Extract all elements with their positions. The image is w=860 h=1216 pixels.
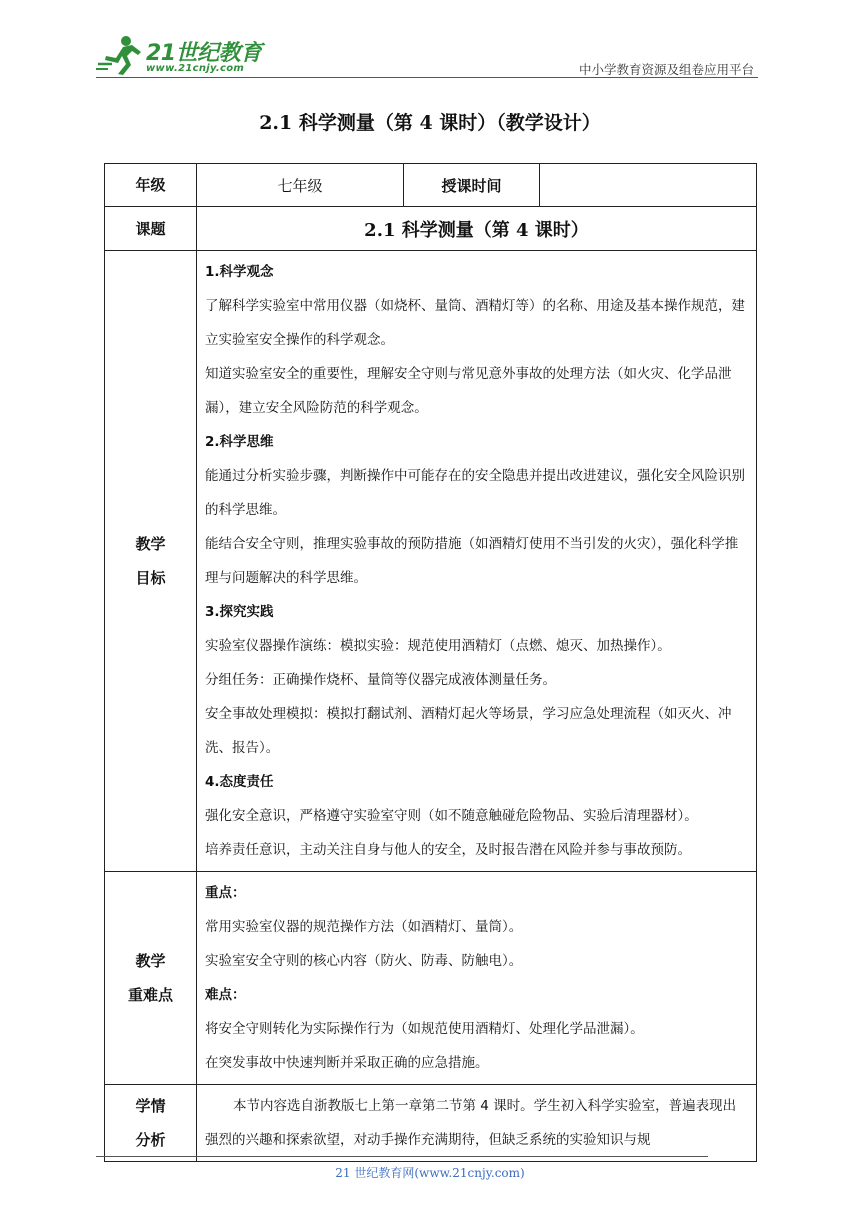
goals-label-line1: 教学: [135, 535, 166, 553]
logo: [96, 34, 266, 76]
analysis-label: [105, 1085, 197, 1162]
analysis-row: [105, 1085, 757, 1162]
goal-paragraph: 能结合安全守则，推理实验事故的预防措施（如酒精灯使用不当引发的火灾），强化科学推理与问题解决的科学思维。: [205, 536, 739, 586]
keypoints-label-line2: 重难点: [127, 986, 173, 1004]
page-title: 2.1 科学测量（第 4 课时）（教学设计）: [259, 112, 601, 134]
goals-row: [105, 251, 757, 872]
goal-paragraph: 了解科学实验室中常用仪器（如烧杯、量筒、酒精灯等）的名称、用途及基本操作规范，建立实验室安全操作的科学观念。: [205, 298, 745, 348]
platform-name: 中小学教育资源及组卷应用平台: [578, 62, 754, 77]
grade-label: 年级: [105, 164, 197, 207]
keypoints-content: [197, 872, 757, 1085]
keypoints-label: [105, 872, 197, 1085]
time-value: [540, 164, 757, 207]
keypoint-heading: 难点：: [205, 987, 246, 1003]
goal-paragraph: 安全事故处理模拟：模拟打翻试剂、酒精灯起火等场景，学习应急处理流程（如灭火、冲洗、报告）。: [205, 706, 732, 756]
keypoint-paragraph: 常用实验室仪器的规范操作方法（如酒精灯、量筒）。: [205, 919, 523, 935]
keypoint-paragraph: 在突发事故中快速判断并采取正确的应急措施。: [205, 1055, 489, 1071]
goals-content: [197, 251, 757, 872]
goal-paragraph: 强化安全意识，严格遵守实验室守则（如不随意触碰危险物品、实验后清理器材）。: [205, 808, 698, 824]
goal-heading: 4.态度责任: [205, 774, 274, 790]
logo-url: www.21cnjy.com: [146, 63, 245, 74]
topic-row: [105, 207, 757, 251]
grade-row: [105, 164, 757, 207]
goal-heading: 3.探究实践: [205, 604, 274, 620]
header-divider: [96, 77, 758, 78]
logo-text: 21世纪教育: [146, 41, 262, 66]
goal-paragraph: 能通过分析实验步骤，判断操作中可能存在的安全隐患并提出改进建议，强化安全风险识别的科学思维。: [205, 468, 745, 518]
keypoint-paragraph: 将安全守则转化为实际操作行为（如规范使用酒精灯、处理化学品泄漏）。: [205, 1021, 644, 1037]
goal-heading: 2.科学思维: [205, 434, 274, 450]
time-label: 授课时间: [404, 164, 540, 207]
keypoints-label-line1: 教学: [135, 952, 166, 970]
goal-heading: 1.科学观念: [205, 264, 274, 280]
runner-logo-icon: [96, 34, 144, 76]
goal-paragraph: 实验室仪器操作演练：模拟实验：规范使用酒精灯（点燃、熄灭、加热操作）。: [205, 638, 671, 654]
goal-paragraph: 培养责任意识，主动关注自身与他人的安全，及时报告潜在风险并参与事故预防。: [205, 842, 691, 858]
keypoint-paragraph: 实验室安全守则的核心内容（防火、防毒、防触电）。: [205, 953, 523, 969]
goal-paragraph: 分组任务：正确操作烧杯、量筒等仪器完成液体测量任务。: [205, 672, 556, 688]
topic-label: 课题: [105, 207, 197, 251]
keypoints-row: [105, 872, 757, 1085]
grade-value: 七年级: [197, 164, 404, 207]
page-header: [96, 30, 758, 80]
goal-paragraph: 知道实验室安全的重要性，理解安全守则与常见意外事故的处理方法（如火灾、化学品泄漏），建立安全风险防范的科学观念。: [205, 366, 732, 416]
footer-divider: [96, 1156, 708, 1157]
analysis-label-line2: 分析: [135, 1131, 166, 1149]
footer-text: 21 世纪教育网(www.21cnjy.com): [335, 1166, 525, 1180]
topic-value: 2.1 科学测量（第 4 课时）: [197, 207, 757, 251]
goals-label-line2: 目标: [135, 569, 166, 587]
analysis-text: 本节内容选自浙教版七上第一章第二节第 4 课时。学生初入科学实验室，普遍表现出强烈的兴趣和探索欲望，对动手操作充满期待，但缺乏系统的实验知识与规: [205, 1098, 737, 1148]
keypoint-heading: 重点：: [205, 885, 246, 901]
analysis-label-line1: 学情: [135, 1097, 166, 1115]
lesson-plan-table: [104, 163, 757, 1162]
goals-label: [105, 251, 197, 872]
analysis-content: [197, 1085, 757, 1162]
